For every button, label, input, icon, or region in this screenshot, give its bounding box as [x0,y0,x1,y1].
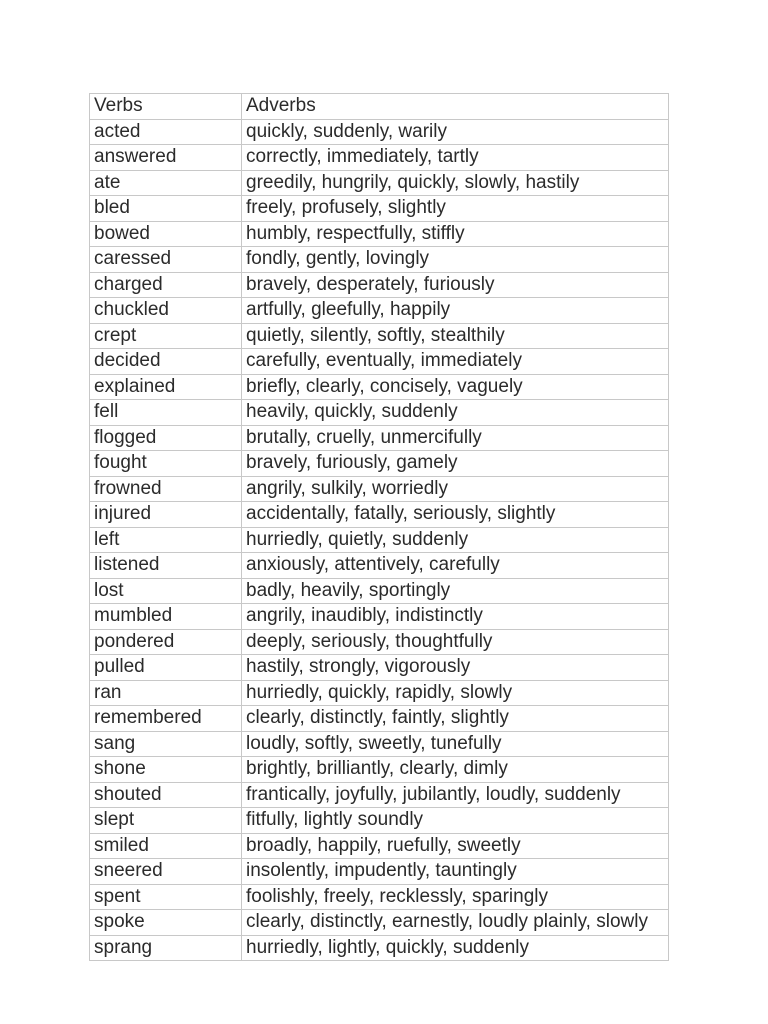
table-row [90,170,669,196]
adverbs-cell: brightly, brilliantly, clearly, dimly [242,757,669,783]
table-row [90,527,669,553]
adverbs-cell: artfully, gleefully, happily [242,298,669,324]
verb-cell: remembered [90,706,242,732]
verb-cell: sang [90,731,242,757]
verb-cell: frowned [90,476,242,502]
table-row [90,502,669,528]
verb-cell: fell [90,400,242,426]
verb-cell: listened [90,553,242,579]
table-row [90,476,669,502]
adverbs-cell: correctly, immediately, tartly [242,145,669,171]
adverbs-cell: clearly, distinctly, faintly, slightly [242,706,669,732]
table-row [90,196,669,222]
adverbs-cell: briefly, clearly, concisely, vaguely [242,374,669,400]
table-row [90,935,669,961]
adverbs-cell: foolishly, freely, recklessly, sparingly [242,884,669,910]
verb-cell: flogged [90,425,242,451]
adverbs-cell: heavily, quickly, suddenly [242,400,669,426]
table-row [90,833,669,859]
adverbs-header: Adverbs [242,94,669,120]
adverbs-cell: hurriedly, quietly, suddenly [242,527,669,553]
verb-cell: sneered [90,859,242,885]
verb-cell: fought [90,451,242,477]
adverbs-cell: quietly, silently, softly, stealthily [242,323,669,349]
verb-cell: caressed [90,247,242,273]
table-row [90,221,669,247]
verb-cell: ran [90,680,242,706]
verb-cell: injured [90,502,242,528]
table-row [90,910,669,936]
verb-cell: shone [90,757,242,783]
table-row [90,119,669,145]
table-row [90,374,669,400]
table-body [90,119,669,961]
table-row [90,451,669,477]
verb-cell: bled [90,196,242,222]
table-row [90,680,669,706]
adverbs-cell: anxiously, attentively, carefully [242,553,669,579]
table-row [90,757,669,783]
verbs-adverbs-table [89,93,669,961]
adverbs-cell: fondly, gently, lovingly [242,247,669,273]
adverbs-cell: frantically, joyfully, jubilantly, loudly, suddenly [242,782,669,808]
adverbs-cell: carefully, eventually, immediately [242,349,669,375]
adverbs-cell: fitfully, lightly soundly [242,808,669,834]
verb-cell: bowed [90,221,242,247]
table-row [90,655,669,681]
table-row [90,425,669,451]
table-row [90,145,669,171]
table-row [90,629,669,655]
table-row [90,808,669,834]
adverbs-cell: hastily, strongly, vigorously [242,655,669,681]
verb-cell: lost [90,578,242,604]
adverbs-cell: angrily, inaudibly, indistinctly [242,604,669,630]
table-row [90,578,669,604]
verb-cell: smiled [90,833,242,859]
adverbs-cell: accidentally, fatally, seriously, slightly [242,502,669,528]
verb-cell: slept [90,808,242,834]
verb-cell: acted [90,119,242,145]
verb-cell: chuckled [90,298,242,324]
verb-cell: ate [90,170,242,196]
table-row [90,706,669,732]
table-row [90,349,669,375]
adverbs-cell: deeply, seriously, thoughtfully [242,629,669,655]
verb-cell: answered [90,145,242,171]
verb-cell: explained [90,374,242,400]
verb-cell: mumbled [90,604,242,630]
header-row [90,94,669,120]
table-row [90,323,669,349]
adverbs-cell: greedily, hungrily, quickly, slowly, hastily [242,170,669,196]
table-row [90,247,669,273]
table-row [90,298,669,324]
verb-cell: spoke [90,910,242,936]
adverbs-cell: bravely, furiously, gamely [242,451,669,477]
adverbs-cell: freely, profusely, slightly [242,196,669,222]
adverbs-cell: angrily, sulkily, worriedly [242,476,669,502]
verb-cell: sprang [90,935,242,961]
verb-cell: crept [90,323,242,349]
table-row [90,731,669,757]
adverbs-cell: quickly, suddenly, warily [242,119,669,145]
verb-cell: left [90,527,242,553]
adverbs-cell: hurriedly, lightly, quickly, suddenly [242,935,669,961]
verb-cell: charged [90,272,242,298]
table-row [90,859,669,885]
adverbs-cell: hurriedly, quickly, rapidly, slowly [242,680,669,706]
verb-cell: pulled [90,655,242,681]
verb-cell: decided [90,349,242,375]
table-row [90,604,669,630]
adverbs-cell: loudly, softly, sweetly, tunefully [242,731,669,757]
adverbs-cell: humbly, respectfully, stiffly [242,221,669,247]
verbs-header: Verbs [90,94,242,120]
adverbs-cell: brutally, cruelly, unmercifully [242,425,669,451]
adverbs-cell: broadly, happily, ruefully, sweetly [242,833,669,859]
adverbs-cell: badly, heavily, sportingly [242,578,669,604]
adverbs-cell: insolently, impudently, tauntingly [242,859,669,885]
adverbs-cell: clearly, distinctly, earnestly, loudly plainly, slowly [242,910,669,936]
verb-cell: shouted [90,782,242,808]
verbs-adverbs-table-container [89,93,668,961]
verb-cell: spent [90,884,242,910]
verb-cell: pondered [90,629,242,655]
table-row [90,272,669,298]
table-row [90,400,669,426]
table-row [90,884,669,910]
adverbs-cell: bravely, desperately, furiously [242,272,669,298]
table-row [90,553,669,579]
table-row [90,782,669,808]
